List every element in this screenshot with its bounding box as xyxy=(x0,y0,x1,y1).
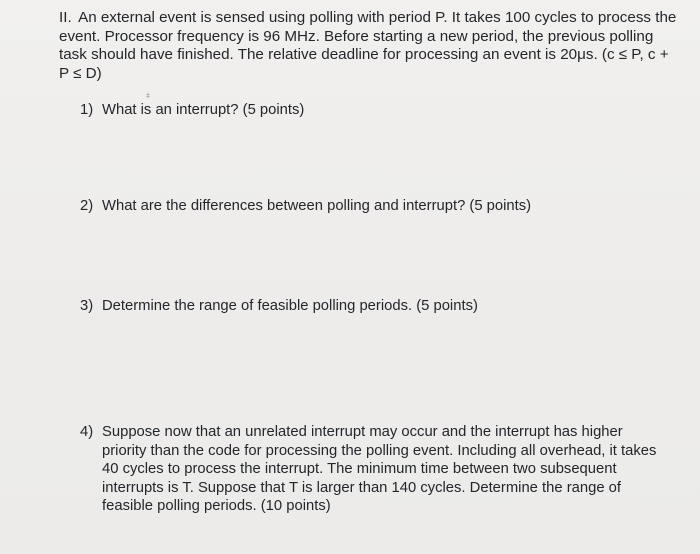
question-number: 1) xyxy=(80,102,94,118)
question-text: Determine the range of feasible polling periods. (5 points) xyxy=(102,298,478,314)
stray-mark: ǂ xyxy=(146,93,151,100)
question-2 xyxy=(80,197,662,216)
question-text: Suppose now that an unrelated interrupt may occur and the interrupt has higher priority than the code for processing the polling event. Including all overhead, it takes 40 cycles to process the interrupt. The minimum time between two subsequent interrupts is T. Suppose that T is larger than 140 cycles. Determine the range of feasible polling periods. (10 points) xyxy=(102,424,657,514)
problem-text: An external event is sensed using polling with period P. It takes 100 cycles to process the event. Processor frequency is 96 MHz. Before starting a new period, the previous polling task should have finished. The relative deadline for processing an event is 20μs. (c ≤ P, c + P ≤ D) xyxy=(59,9,677,82)
question-number: 4) xyxy=(80,424,94,440)
question-number: 3) xyxy=(80,298,94,314)
question-text: What are the differences between polling and interrupt? (5 points) xyxy=(102,198,532,214)
question-text: What is an interrupt? (5 points) xyxy=(102,102,305,118)
question-4 xyxy=(80,423,662,516)
question-3 xyxy=(80,297,662,316)
question-number: 2) xyxy=(80,198,94,214)
problem-number: II. xyxy=(59,9,72,26)
problem-statement xyxy=(59,9,679,83)
question-1 xyxy=(80,101,662,120)
